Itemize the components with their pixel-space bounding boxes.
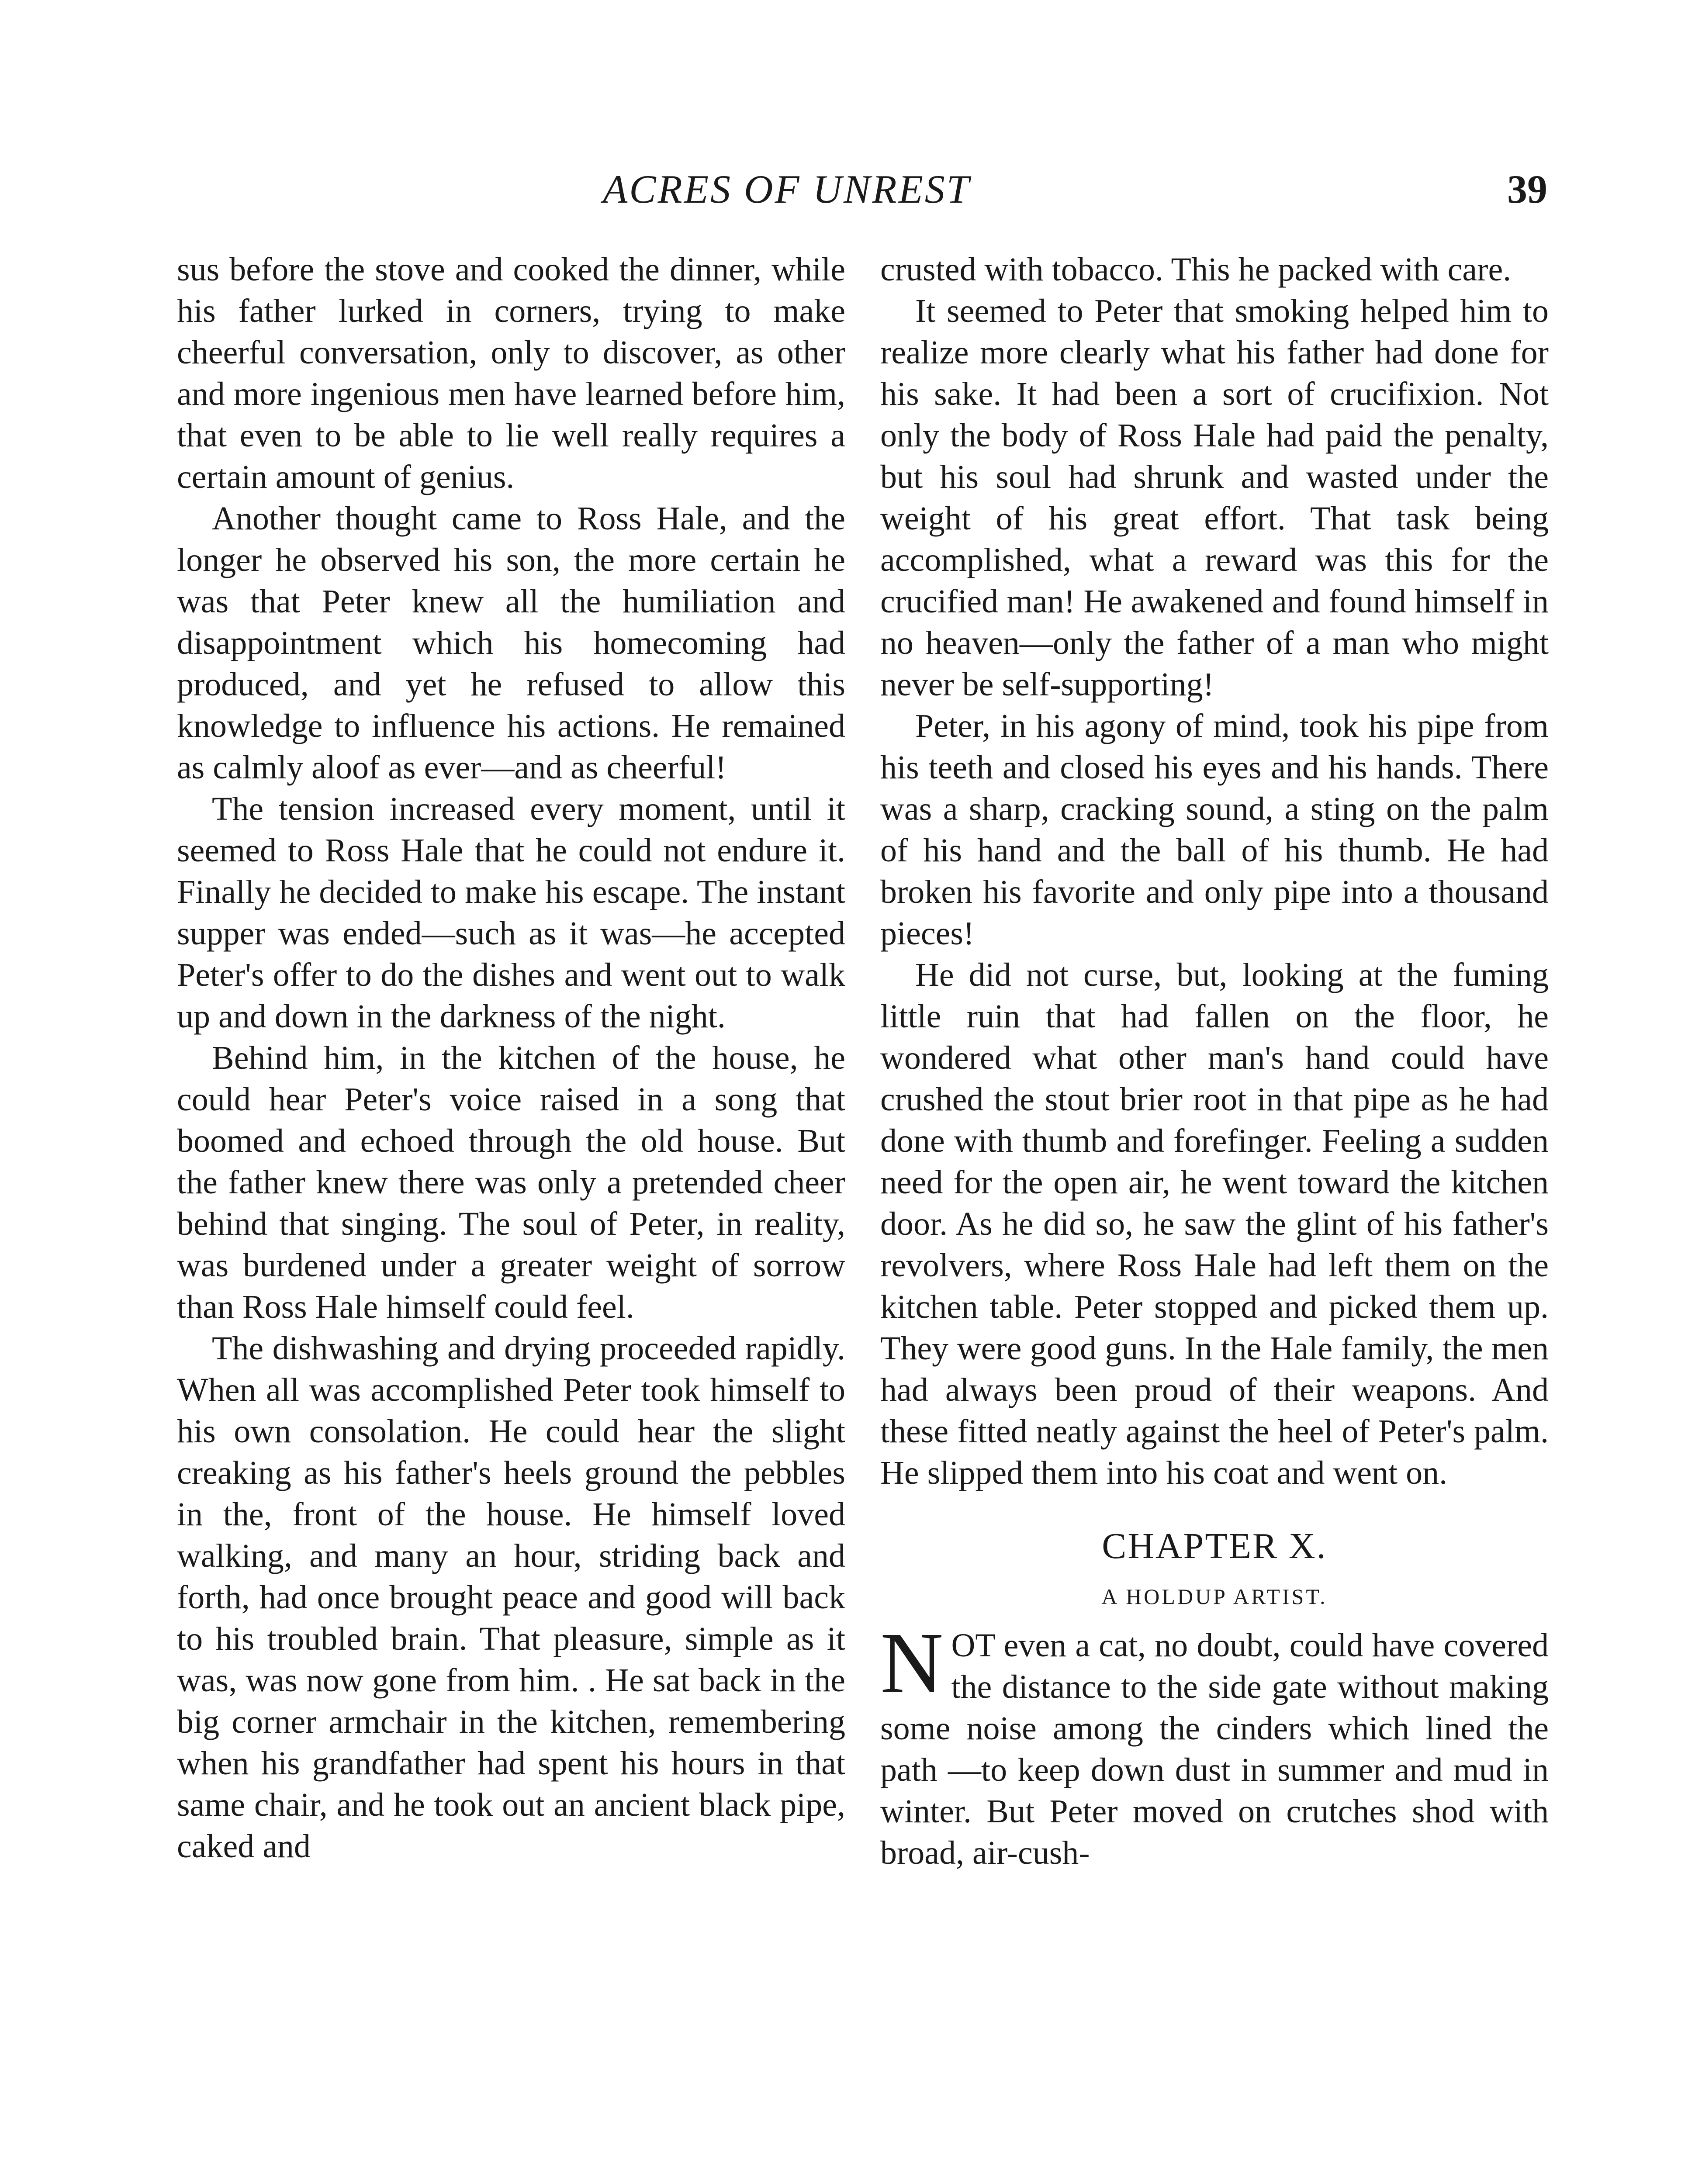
paragraph: Behind him, in the kitchen of the house, he could hear Peter's voice raised in a song that boomed and echoed through the old house. But the father knew there was only a pretended cheer behind that singing. The soul of Peter, in reality, was burdened under a greater weight of sorrow than Ross Hale himself could feel. bbox=[177, 1040, 845, 1325]
page-header bbox=[0, 166, 1702, 227]
paragraph: It seemed to Peter that smoking helped him to realize more clearly what his father had done for his sake. It had been a sort of crucifixion. Not only the body of Ross Hale had paid the penalty, but his soul had shrunk and wasted under the weight of his great effort. That task being accomplished, what a reward was this for the crucified man! He awakened and found himself in no heaven—only the father of a man who might never be self-supporting! bbox=[880, 293, 1549, 703]
paragraph: sus before the stove and cooked the dinner, while his father lurked in corners, trying to make cheerful conversation, only to discover, as other and more ingenious men have learned before him, that even to be able to lie well really requires a certain amount of genius. bbox=[177, 251, 845, 495]
paragraph: The dishwashing and drying proceeded rapidly. When all was accomplished Peter took himself to his own consolation. He could hear the slight creaking as his father's heels ground the pebbles in the, front of the house. He himself loved walking, and many an hour, striding back and forth, had once brought peace and good will back to his troubled brain. That pleasure, simple as it was, was now gone from him. . He sat back in the big corner armchair in the kitchen, remembering when his grandfather had spent his hours in that same chair, and he took out an ancient black pipe, caked and bbox=[177, 1330, 845, 1865]
chapter-opening-paragraph bbox=[880, 1615, 1549, 1874]
paragraph: Peter, in his agony of mind, took his pipe from his teeth and closed his eyes and his hands. There was a sharp, cracking sound, a sting on the palm of his hand and the ball of his thumb. He had broken his favorite and only pipe into a thousand pieces! bbox=[880, 708, 1549, 952]
chapter-opening-text: OT even a cat, no doubt, could have covered the distance to the side gate without making some noise among the cinders which lined the path —to keep down dust in summer and mud in winter. But Peter moved on crutches shod with broad, air-cush- bbox=[880, 1627, 1549, 1871]
drop-cap: N bbox=[880, 1615, 944, 1711]
chapter-heading: CHAPTER X. bbox=[1102, 1526, 1327, 1566]
paragraph: Another thought came to Ross Hale, and the longer he observed his son, the more certain he was that Peter knew all the humiliation and disappointment which his homecoming had produced, and yet he refused to allow this knowledge to influence his actions. He remained as calmly aloof as ever—and as cheerful! bbox=[177, 500, 845, 786]
right-column bbox=[880, 249, 1549, 1874]
page-number: 39 bbox=[1507, 167, 1547, 211]
running-title: ACRES OF UNREST bbox=[603, 167, 971, 211]
chapter-subtitle: A HOLDUP ARTIST. bbox=[1101, 1584, 1328, 1609]
left-column bbox=[177, 249, 845, 1867]
paragraph: He did not curse, but, looking at the fuming little ruin that had fallen on the floor, he wondered what other man's hand could have crushed the stout brier root in that pipe as he had done with thumb and forefinger. Feeling a sudden need for the open air, he went toward the kitchen door. As he did so, he saw the glint of his father's revolvers, where Ross Hale had left them on the kitchen table. Peter stopped and picked them up. They were good guns. In the Hale family, the men had always been proud of their weapons. And these fitted neatly against the heel of Peter's palm. He slipped them into his coat and went on. bbox=[880, 957, 1549, 1491]
paragraph: crusted with tobacco. This he packed with care. bbox=[880, 251, 1512, 288]
paragraph: The tension increased every moment, until it seemed to Ross Hale that he could not endure it. Finally he decided to make his escape. The instant supper was ended—such as it was—he accepted Peter's offer to do the dishes and went out to walk up and down in the darkness of the night. bbox=[177, 791, 845, 1035]
